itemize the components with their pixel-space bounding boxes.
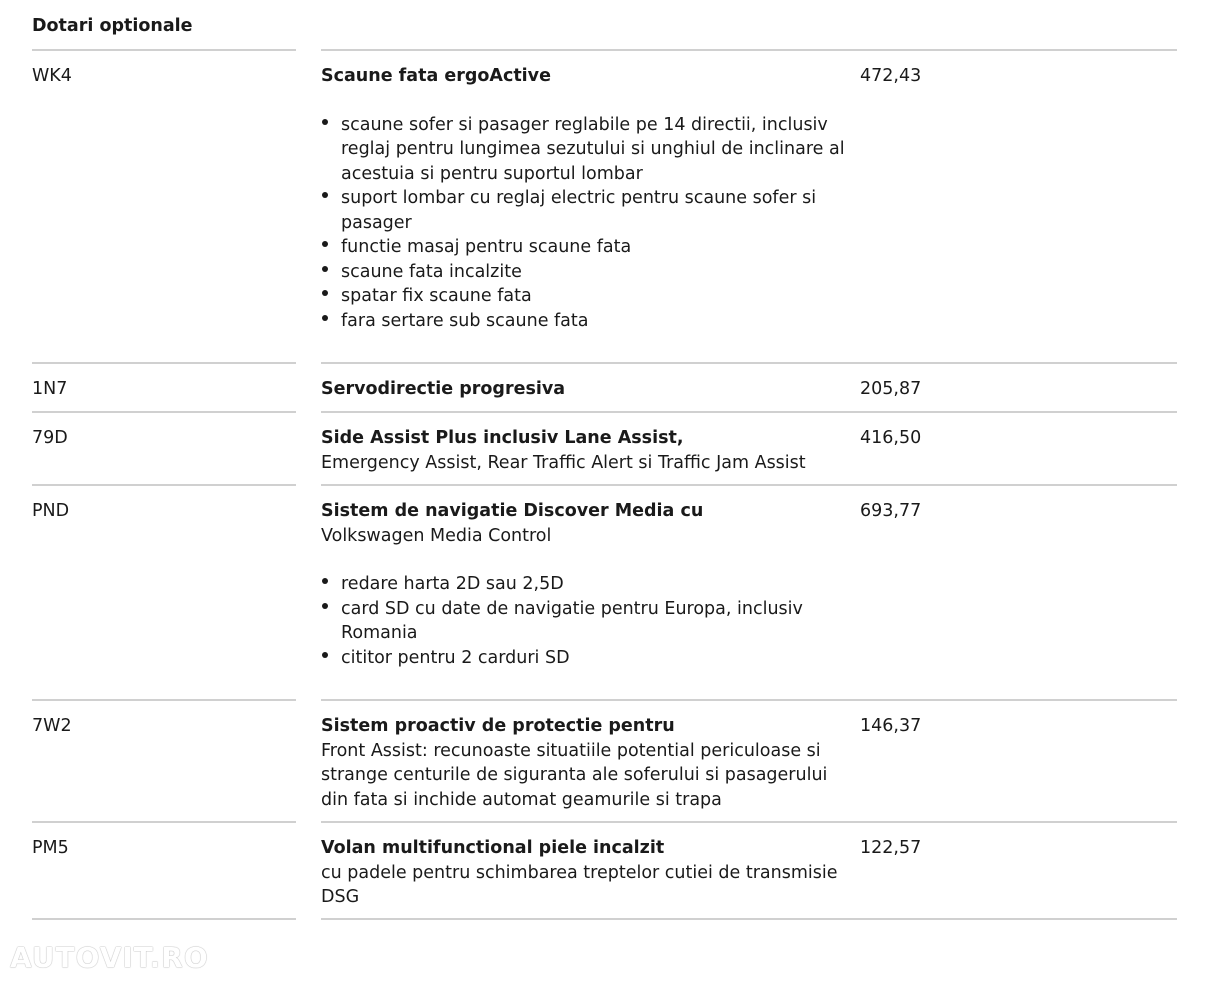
option-description — [321, 499, 851, 670]
option-name: Scaune fata ergoActive — [321, 66, 551, 86]
feature-item: functie masaj pentru scaune fata — [321, 235, 851, 260]
feature-item: fara sertare sub scaune fata — [321, 309, 851, 334]
option-description — [321, 426, 851, 475]
divider — [32, 411, 296, 413]
divider — [321, 49, 1177, 51]
divider — [321, 484, 1177, 486]
divider — [321, 362, 1177, 364]
option-description — [321, 714, 851, 812]
option-description — [321, 377, 851, 402]
option-price: 693,77 — [860, 501, 922, 521]
feature-list — [321, 113, 851, 334]
divider — [321, 411, 1177, 413]
divider — [321, 918, 1177, 920]
feature-item: card SD cu date de navigatie pentru Europa, inclusiv Romania — [321, 597, 851, 646]
option-code: 7W2 — [32, 716, 72, 736]
feature-item: scaune fata incalzite — [321, 260, 851, 285]
option-code: WK4 — [32, 66, 72, 86]
divider — [32, 49, 296, 51]
option-name: Volan multifunctional piele incalzit — [321, 838, 665, 858]
divider — [321, 699, 1177, 701]
option-subtitle: Front Assist: recunoaste situatiile potential periculoase si strange centurile de siguranta ale soferului si pasagerului din fata si inchide automat geamurile si trapa — [321, 740, 828, 810]
option-code: 79D — [32, 428, 68, 448]
option-price: 472,43 — [860, 66, 922, 86]
divider — [321, 821, 1177, 823]
option-description — [321, 836, 851, 910]
feature-item: suport lombar cu reglaj electric pentru scaune sofer si pasager — [321, 186, 851, 235]
option-name: Servodirectie progresiva — [321, 379, 566, 399]
option-price: 205,87 — [860, 379, 922, 399]
divider — [32, 362, 296, 364]
option-name: Side Assist Plus inclusiv Lane Assist, — [321, 428, 684, 448]
divider — [32, 821, 296, 823]
option-price: 146,37 — [860, 716, 922, 736]
feature-item: scaune sofer si pasager reglabile pe 14 directii, inclusiv reglaj pentru lungimea sezutului si unghiul de inclinare al acestuia si pentru suportul lombar — [321, 113, 851, 187]
option-name: Sistem de navigatie Discover Media cu — [321, 501, 704, 521]
feature-item: cititor pentru 2 carduri SD — [321, 646, 851, 671]
divider — [32, 918, 296, 920]
option-code: PM5 — [32, 838, 69, 858]
option-name: Sistem proactiv de protectie pentru — [321, 716, 675, 736]
watermark-logo: AUTOVIT.RO — [10, 941, 209, 974]
divider — [32, 484, 296, 486]
feature-item: spatar fix scaune fata — [321, 284, 851, 309]
feature-list — [321, 572, 851, 670]
option-subtitle: cu padele pentru schimbarea treptelor cutiei de transmisie DSG — [321, 862, 838, 907]
option-subtitle: Emergency Assist, Rear Traffic Alert si Traffic Jam Assist — [321, 452, 806, 473]
option-code: 1N7 — [32, 379, 68, 399]
option-price: 122,57 — [860, 838, 922, 858]
feature-item: redare harta 2D sau 2,5D — [321, 572, 851, 597]
section-title: Dotari optionale — [32, 16, 193, 36]
option-price: 416,50 — [860, 428, 922, 448]
divider — [32, 699, 296, 701]
option-subtitle: Volkswagen Media Control — [321, 525, 552, 546]
option-description — [321, 64, 851, 333]
option-code: PND — [32, 501, 70, 521]
